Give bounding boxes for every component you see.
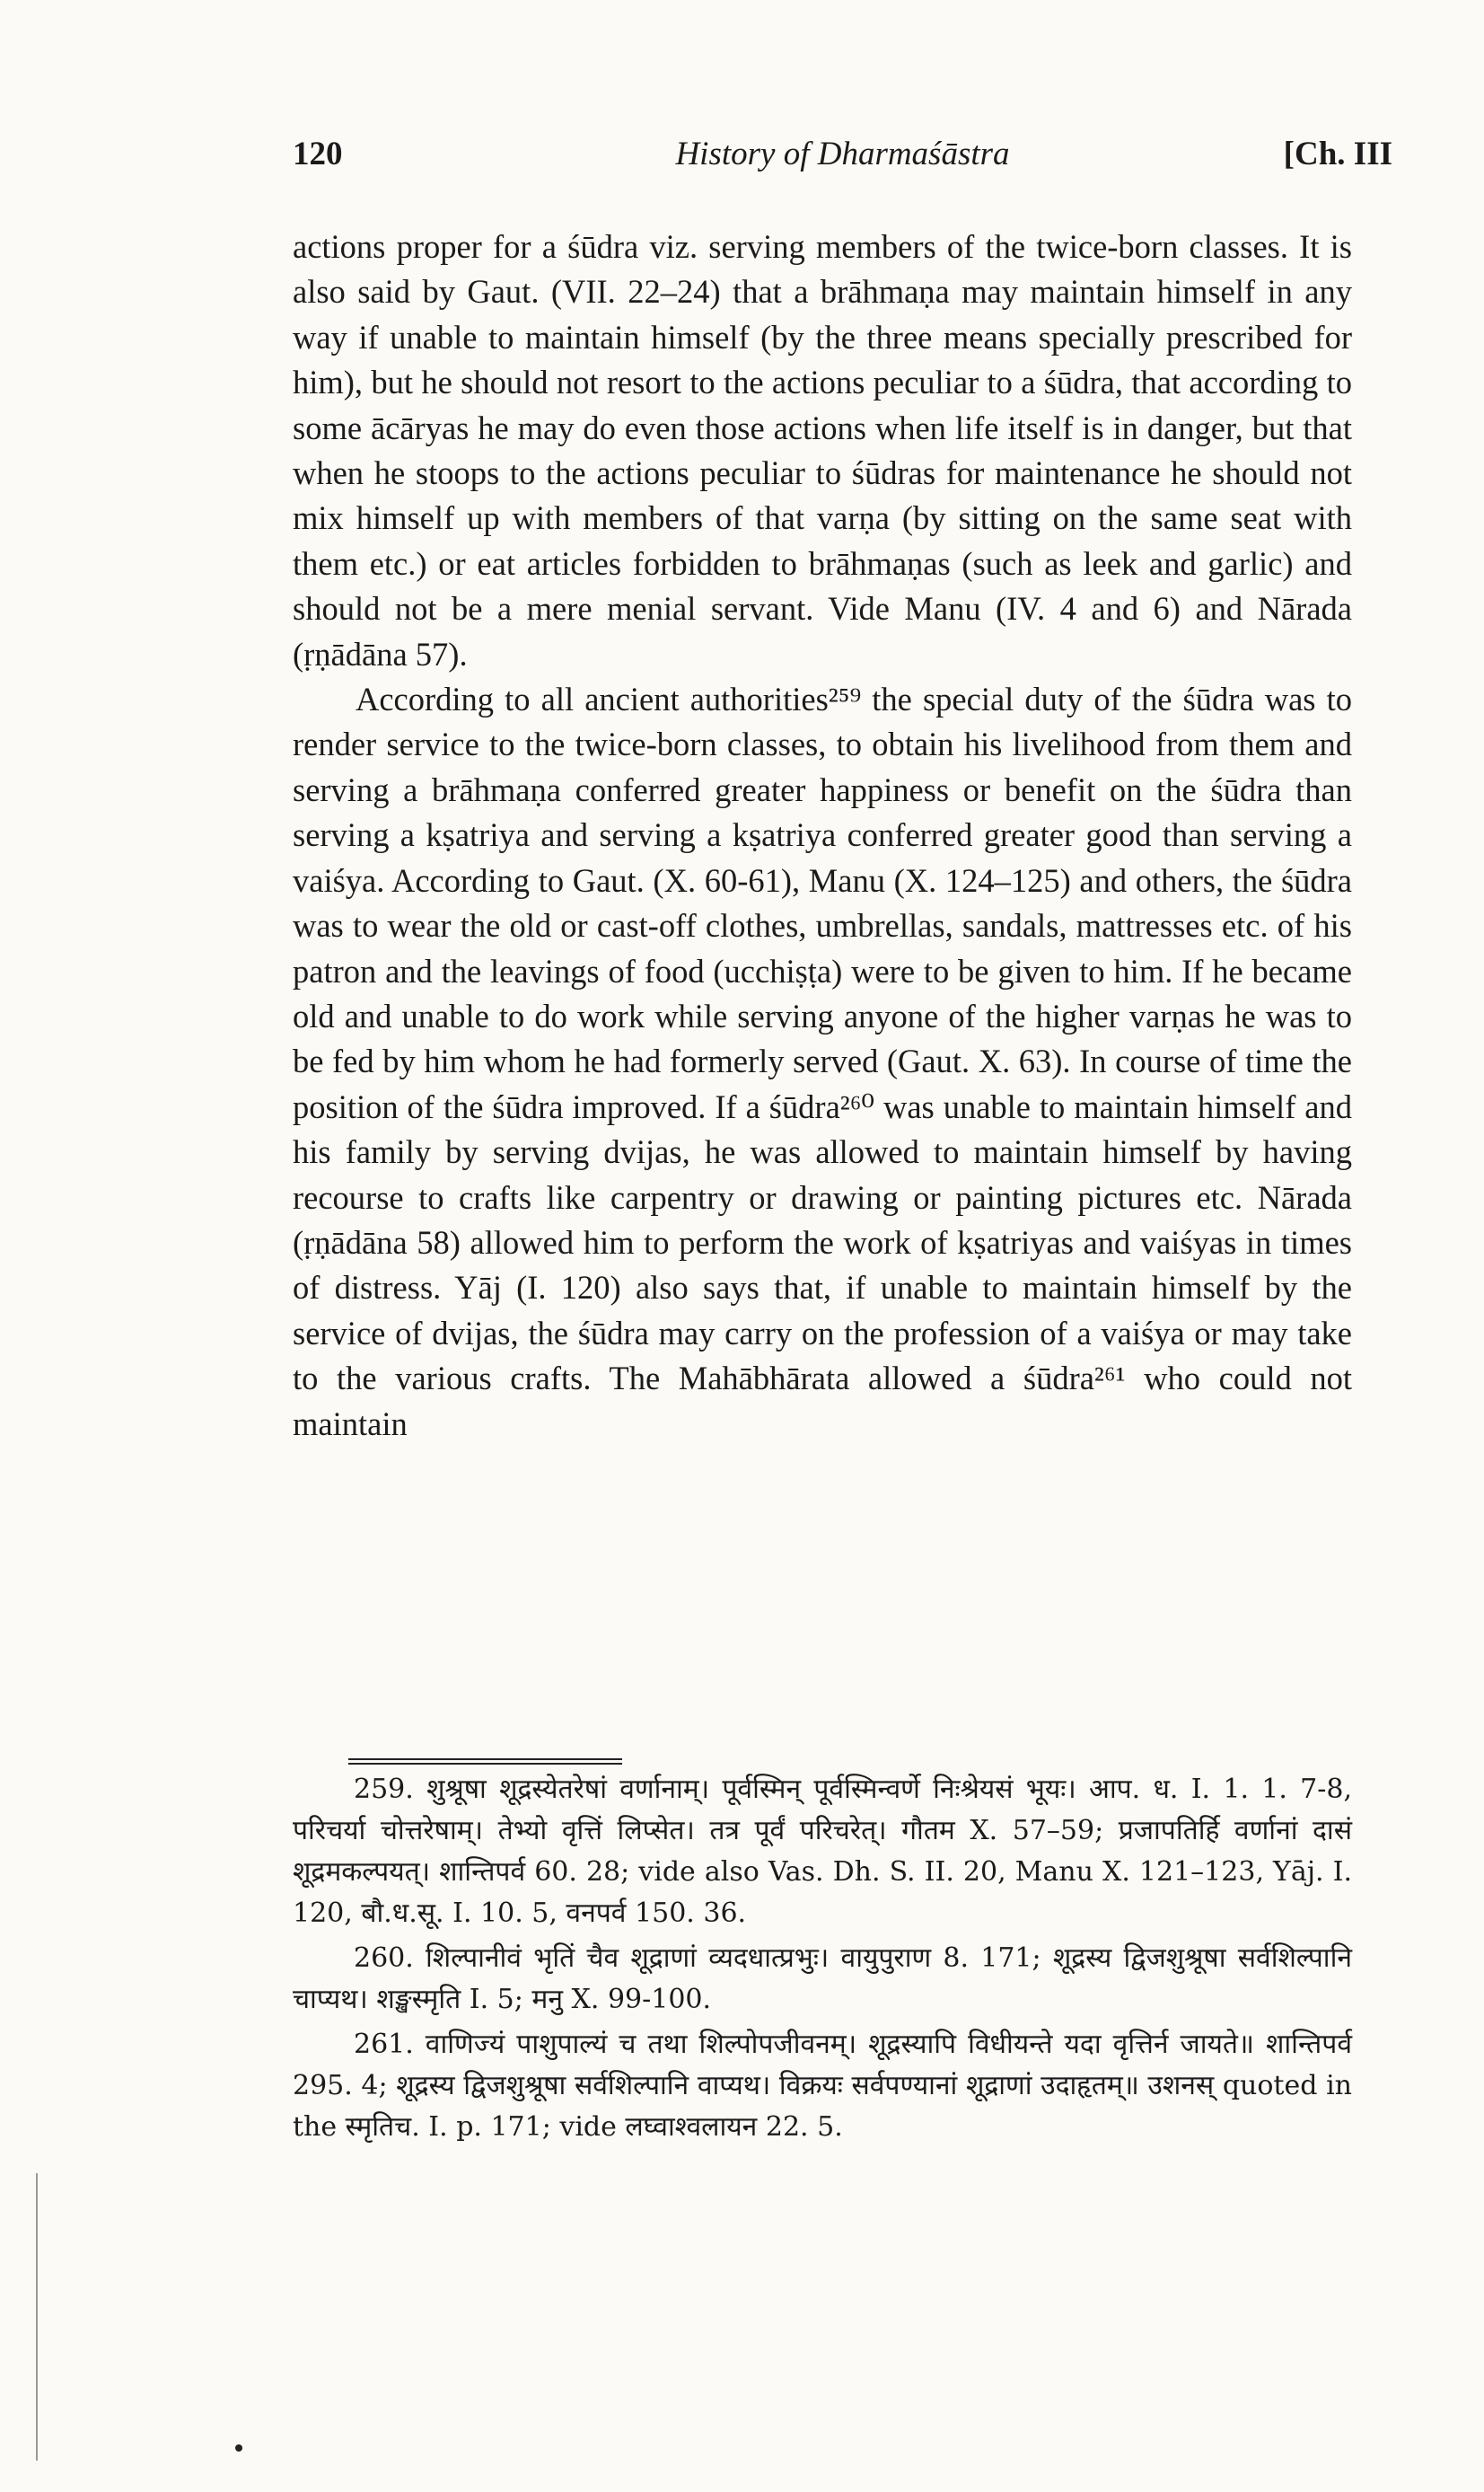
scan-speck	[235, 2444, 242, 2452]
running-head	[293, 135, 1392, 180]
footnote-261: 261. वाणिज्यं पाशुपाल्यं च तथा शिल्पोपजीवनम्। शूद्रस्यापि विधीयन्ते यदा वृत्तिर्न जायते॥ शान्तिपर्व 295. 4; शूद्रस्य द्विजशुश्रूषा सर्वशिल्पानि वाप्यथ। विक्रयः सर्वपण्यानां शूद्राणां उदाहृतम्॥ उशनस् quoted in the स्मृतिच. I. p. 171; vide लघ्वाश्वलायन 22. 5.	[293, 2029, 1352, 2143]
footnote-259: 259. शुश्रूषा शूद्रस्येतरेषां वर्णानाम्। पूर्वस्मिन् पूर्वस्मिन्वर्णे निःश्रेयसं भूयः। आप. ध. I. 1. 1. 7-8, परिचर्या चोत्तरेषाम्। तेभ्यो वृत्तिं लिप्सेत। तत्र पूर्वं परिचरेत्। गौतम X. 57–59; प्रजापतिर्हि वर्णानां दासं शूद्रमकल्पयत्। शान्तिपर्व 60. 28; vide also Vas. Dh. S. II. 20, Manu X. 121–123, Yāj. I. 120, बौ.ध.सू. I. 10. 5, वनपर्व 150. 36.	[293, 1774, 1352, 1929]
chapter-label: [Ch. III	[1283, 136, 1392, 172]
footnote-260: 260. शिल्पानीवं भृतिं चैव शूद्राणां व्यदधात्प्रभुः। वायुपुराण 8. 171; शूद्रस्य द्विजशुश्रूषा सर्वशिल्पानि चाप्यथ। शङ्खस्मृति I. 5; मनु X. 99-100.	[293, 1942, 1352, 2015]
page-number: 120	[293, 136, 343, 172]
paragraph-2: According to all ancient authorities²⁵⁹ the special duty of the śūdra was to render service to the twice-born classes, to obtain his livelihood from them and serving a brāhmaṇa conferred greater happiness or benefit on the śūdra than serving a kṣatriya and serving a kṣatriya conferred greater good than serving a vaiśya. According to Gaut. (X. 60-61), Manu (X. 124–125) and others, the śūdra was to wear the old or cast-off clothes, umbrellas, sandals, mattresses etc. of his patron and the leavings of food (ucchiṣṭa) were to be given to him. If he became old and unable to do work while serving anyone of the higher varṇas he was to be fed by him whom he had formerly served (Gaut. X. 63). In course of time the position of the śūdra improved. If a śūdra²⁶⁰ was unable to maintain himself and his family by serving dvijas, he was allowed to maintain himself by having recourse to crafts like carpentry or drawing or painting pictures etc. Nārada (ṛṇādāna 58) allowed him to perform the work of kṣatriyas and vaiśyas in times of distress. Yāj (I. 120) also says that, if unable to maintain himself by the service of dvijas, the śūdra may carry on the profession of a vaiśya or may take to the various crafts. The Mahābhārata allowed a śūdra²⁶¹ who could not maintain	[293, 681, 1352, 1442]
paragraph-1: actions proper for a śūdra viz. serving members of the twice-born classes. It is also said by Gaut. (VII. 22–24) that a brāhmaṇa may maintain himself in any way if unable to maintain himself (by the three means specially prescribed for him), but he should not resort to the actions peculiar to a śūdra, that according to some ācāryas he may do even those actions when life itself is in danger, but that when he stoops to the actions peculiar to śūdras for maintenance he should not mix himself up with members of that varṇa (by sitting on the same seat with them etc.) or eat articles forbidden to brāhmaṇas (such as leek and garlic) and should not be a mere menial servant. Vide Manu (IV. 4 and 6) and Nārada (ṛṇādāna 57).	[293, 228, 1352, 673]
main-text	[293, 225, 1352, 1447]
scan-margin-line	[36, 2173, 38, 2461]
running-title: History of Dharmaśāstra	[675, 136, 1010, 172]
footnote-rule	[348, 1758, 622, 1760]
footnote-rule-lower	[348, 1763, 622, 1765]
footnotes	[293, 1769, 1352, 2152]
